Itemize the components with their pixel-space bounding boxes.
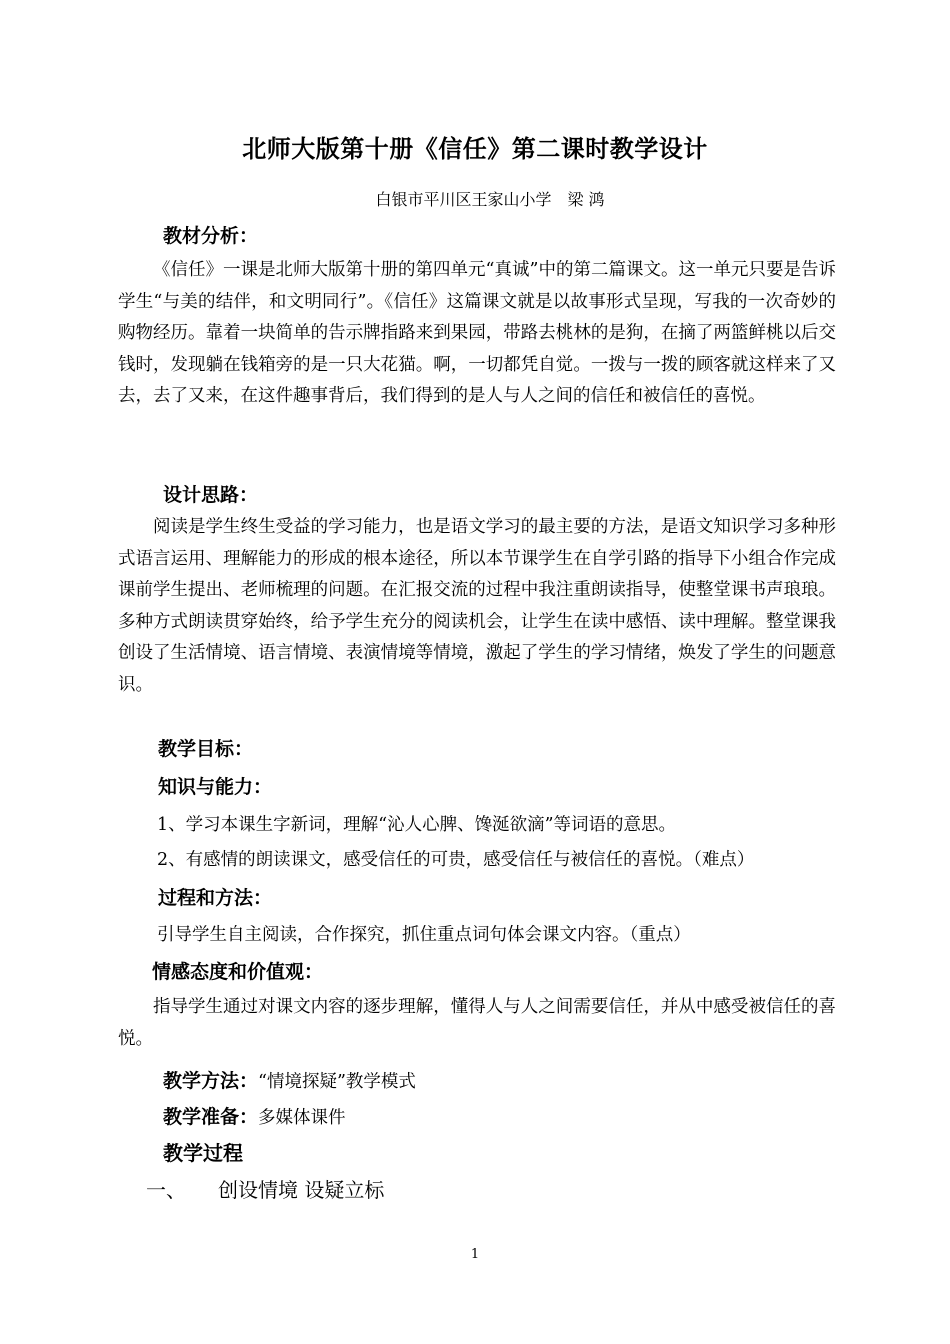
- process-text: 引导学生自主阅读，合作探究，抓住重点词句体会课文内容。（重点）: [157, 925, 691, 945]
- prep-value: 多媒体课件: [258, 1108, 346, 1128]
- step-1-number: 一、: [146, 1178, 186, 1202]
- method-label: 教学方法：: [163, 1070, 259, 1092]
- prep-label: 教学准备：: [163, 1106, 259, 1128]
- author-line: 白银市平川区王家山小学 梁 鸿: [375, 190, 605, 209]
- step-1: [146, 1175, 384, 1205]
- step-1-title: 创设情境 设疑立标: [218, 1178, 385, 1202]
- document-title: 北师大版第十册《信任》第二课时教学设计: [242, 135, 708, 163]
- process-heading: 过程和方法：: [158, 887, 273, 909]
- emotion-heading: 情感态度和价值观：: [152, 961, 324, 983]
- emotion-paragraph: 指导学生通过对课文内容的逐步理解，懂得人与人之间需要信任，并从中感受被信任的喜悦。: [118, 997, 836, 1049]
- knowledge-item-2: 2、有感情的朗读课文，感受信任的可贵，感受信任与被信任的喜悦。（难点）: [157, 850, 755, 870]
- knowledge-item-1: 1、学习本课生字新词，理解“沁人心脾、馋涎欲滴”等词语的意思。: [157, 815, 677, 835]
- design-paragraph: 阅读是学生终生受益的学习能力，也是语文学习的最主要的方法，是语文知识学习多种形式语言运用、理解能力的形成的根本途径，所以本节课学生在自学引路的指导下小组合作完成课前学生提出、老师梳理的问题。在汇报交流的过程中我注重朗读指导，使整堂课书声琅琅。多种方式朗读贯穿始终，给予学生充分的阅读机会，让学生在读中感悟、读中理解。整堂课我创设了生活情境、语言情境、表演情境等情境，激起了学生的学习情绪，焕发了学生的问题意识。: [118, 517, 836, 695]
- design-heading: 设计思路：: [163, 484, 259, 506]
- page-number: 1: [470, 1247, 480, 1262]
- method-line: [163, 1067, 416, 1096]
- material-heading: 教材分析：: [163, 225, 259, 247]
- prep-line: [163, 1103, 346, 1132]
- method-value: “情境探疑”教学模式: [258, 1072, 416, 1092]
- procedure-heading: 教学过程: [163, 1141, 243, 1165]
- goals-heading: 教学目标：: [158, 738, 254, 760]
- knowledge-heading: 知识与能力：: [158, 776, 273, 798]
- material-paragraph: 《信任》一课是北师大版第十册的第四单元“真诚”中的第二篇课文。这一单元只要是告诉学生“与美的结伴，和文明同行”。《信任》这篇课文就是以故事形式呈现，写我的一次奇妙的购物经历。靠着一块简单的告示牌指路来到果园，带路去桃林的是狗，在摘了两篮鲜桃以后交钱时，发现躺在钱箱旁的是一只大花猫。啊，一切都凭自觉。一拨与一拨的顾客就这样来了又去，去了又来，在这件趣事背后，我们得到的是人与人之间的信任和被信任的喜悦。: [118, 260, 836, 406]
